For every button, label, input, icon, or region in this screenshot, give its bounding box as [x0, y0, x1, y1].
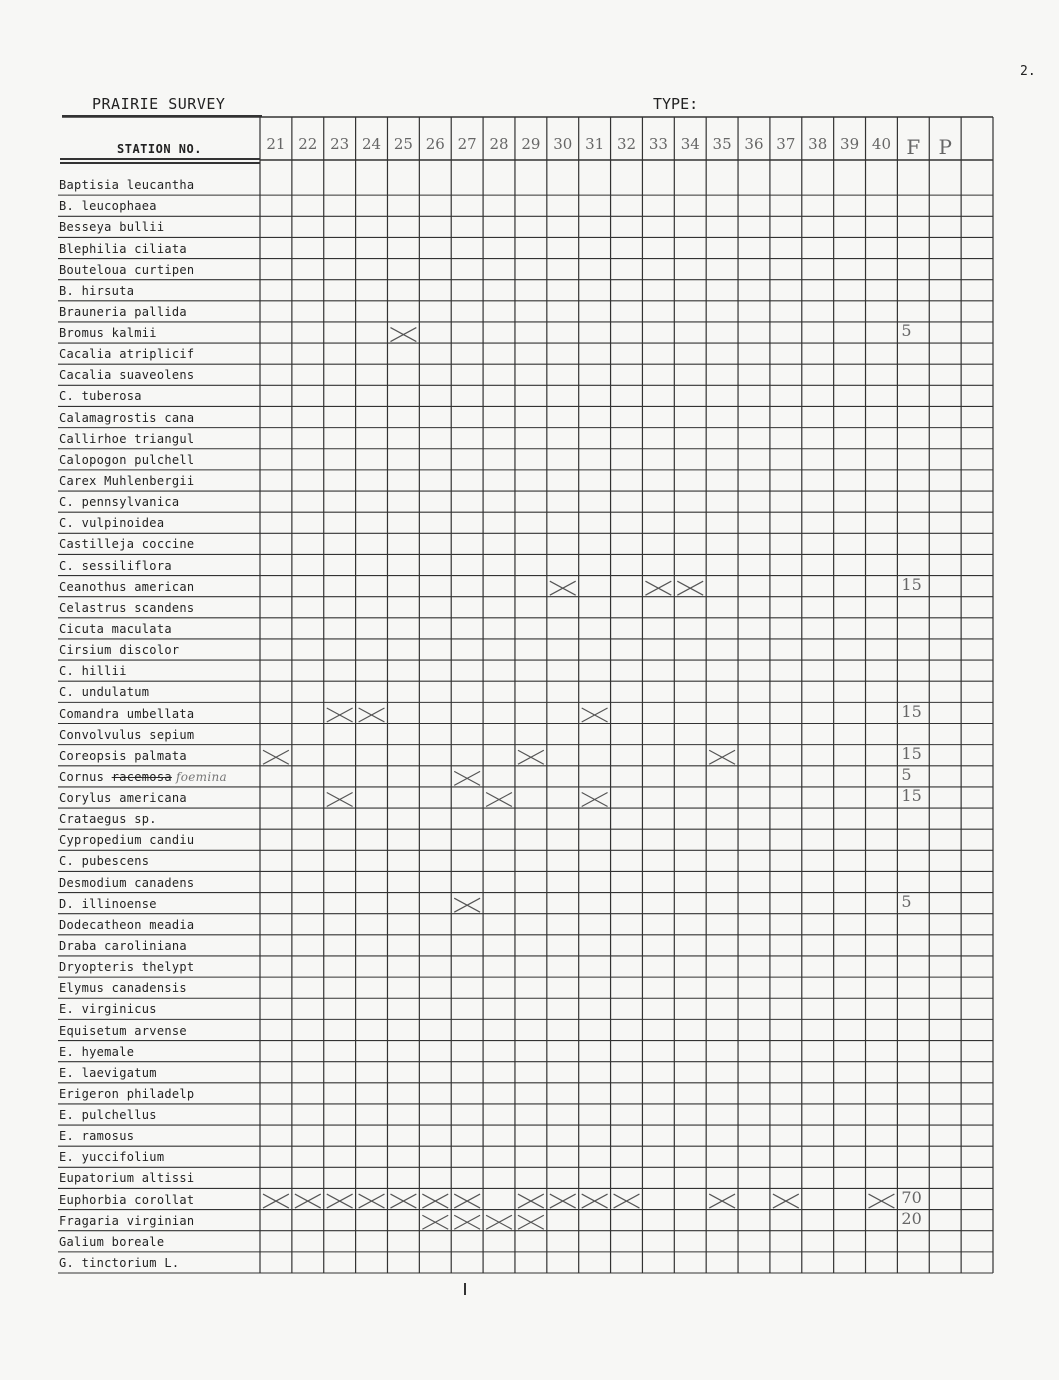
column-header: 22 [298, 135, 318, 153]
species-label: Cypropedium candiu [59, 833, 195, 848]
column-header: F [906, 135, 921, 159]
column-header: 38 [808, 135, 828, 153]
frequency-value: 15 [901, 786, 922, 806]
column-header: 33 [648, 135, 668, 153]
species-label [59, 770, 227, 784]
presence-mark [454, 771, 480, 785]
presence-mark [518, 750, 544, 764]
species-label: E. ramosus [59, 1129, 135, 1144]
species-label: Cacalia suaveolens [59, 368, 195, 383]
species-label: Convolvulus sepium [59, 727, 195, 742]
species-label: Fragaria virginian [59, 1213, 195, 1228]
presence-mark [645, 581, 671, 595]
column-header: 36 [744, 135, 764, 153]
species-label: E. virginicus [59, 1002, 157, 1017]
column-header: 40 [871, 135, 891, 153]
page-number: 2. [1020, 64, 1036, 79]
column-header: 28 [489, 135, 509, 153]
frequency-value: 5 [901, 764, 912, 784]
species-label: C. vulpinoidea [59, 516, 165, 531]
species-label: D. illinoense [59, 896, 157, 911]
bottom-tick-mark [464, 1283, 466, 1295]
species-label: Eupatorium altissi [59, 1171, 195, 1186]
species-label: Blephilia ciliata [59, 241, 187, 256]
frequency-value: 15 [901, 701, 922, 721]
species-label: Besseya bullii [59, 220, 165, 235]
presence-mark [327, 793, 353, 807]
presence-mark [390, 328, 416, 342]
species-label: Dryopteris thelypt [59, 960, 195, 975]
column-header: 25 [393, 135, 413, 153]
column-header: 30 [553, 135, 573, 153]
presence-mark [390, 1194, 416, 1208]
species-label: E. pulchellus [59, 1108, 157, 1123]
presence-mark [422, 1194, 448, 1208]
column-header: 34 [680, 135, 700, 153]
type-label: TYPE: [653, 95, 699, 113]
presence-mark [550, 581, 576, 595]
species-label: C. hillii [59, 664, 127, 679]
frequency-value: 20 [901, 1208, 922, 1228]
species-label: G. tinctorium L. [59, 1256, 180, 1270]
species-label: Equisetum arvense [59, 1023, 187, 1038]
species-label: C. pubescens [59, 854, 150, 869]
handwritten-correction: foemina [171, 769, 227, 784]
species-label: Comandra umbellata [59, 706, 195, 721]
presence-mark [422, 1215, 448, 1229]
species-label: Calamagrostis cana [59, 410, 195, 425]
species-label: Carex Muhlenbergii [59, 474, 195, 489]
species-label: Calopogon pulchell [59, 452, 195, 467]
presence-mark [582, 793, 608, 807]
species-label: E. yuccifolium [59, 1150, 165, 1165]
presence-mark [263, 750, 289, 764]
presence-mark [263, 1194, 289, 1208]
species-label-prefix: Cornus [59, 769, 112, 784]
species-label: Baptisia leucantha [59, 178, 195, 193]
presence-mark [359, 1194, 385, 1208]
species-label: Corylus americana [59, 791, 187, 806]
column-header: 31 [585, 135, 605, 153]
species-label: Brauneria pallida [59, 304, 187, 319]
presence-mark [582, 1194, 608, 1208]
species-label: Elymus canadensis [59, 981, 187, 996]
species-label: E. laevigatum [59, 1065, 157, 1080]
column-header: 21 [266, 135, 286, 153]
presence-mark [486, 1215, 512, 1229]
species-label: Bouteloua curtipen [59, 262, 195, 277]
station-label: STATION NO. [117, 142, 202, 156]
species-label: Castilleja coccine [59, 537, 195, 552]
presence-mark [454, 898, 480, 912]
frequency-value: 5 [901, 891, 912, 911]
column-header: 24 [361, 135, 382, 153]
presence-mark [582, 708, 608, 722]
presence-mark [518, 1215, 544, 1229]
species-label: Cirsium discolor [59, 643, 180, 658]
column-header: 29 [521, 135, 541, 153]
species-label: Cicuta maculata [59, 621, 172, 636]
survey-title: PRAIRIE SURVEY [92, 95, 226, 113]
species-label: Crataegus sp. [59, 812, 157, 827]
species-label: Celastrus scandens [59, 600, 195, 615]
presence-mark [454, 1194, 480, 1208]
presence-mark [486, 793, 512, 807]
species-label: Ceanothus american [59, 579, 195, 594]
presence-mark [327, 708, 353, 722]
species-label: C. sessiliflora [59, 558, 172, 573]
species-label: B. hirsuta [59, 283, 135, 298]
presence-mark [614, 1194, 640, 1208]
species-label: Dodecatheon meadia [59, 917, 195, 932]
presence-mark [709, 1194, 735, 1208]
column-header: 26 [425, 135, 445, 153]
presence-mark [518, 1194, 544, 1208]
presence-mark [295, 1194, 321, 1208]
column-header: 23 [330, 135, 350, 153]
species-label: C. tuberosa [59, 389, 142, 404]
species-label: Erigeron philadelp [59, 1086, 195, 1101]
frequency-value: 15 [901, 574, 922, 594]
presence-mark [454, 1215, 480, 1229]
presence-mark [869, 1194, 895, 1208]
presence-mark [359, 708, 385, 722]
species-label: Coreopsis palmata [59, 748, 187, 763]
frequency-value: 15 [901, 743, 922, 763]
species-label: Callirhoe triangul [59, 431, 195, 446]
species-label: C. pennsylvanica [59, 495, 180, 510]
frequency-value: 70 [901, 1187, 922, 1207]
species-label: Galium boreale [59, 1234, 165, 1249]
presence-mark [677, 581, 703, 595]
column-header: 37 [776, 135, 796, 153]
species-label: Desmodium canadens [59, 875, 195, 890]
presence-mark [327, 1194, 353, 1208]
presence-mark [773, 1194, 799, 1208]
species-label: E. hyemale [59, 1044, 135, 1059]
column-header: 39 [840, 135, 860, 153]
column-header: 32 [616, 135, 637, 153]
column-header: 27 [457, 135, 477, 153]
presence-mark [550, 1194, 576, 1208]
presence-mark [709, 750, 735, 764]
struck-out-text: racemosa [111, 769, 172, 784]
species-label: Euphorbia corollat [59, 1192, 195, 1207]
species-label: B. leucophaea [59, 199, 157, 214]
column-header: P [938, 135, 952, 159]
species-label: Cacalia atriplicif [59, 347, 195, 362]
species-label: C. undulatum [59, 685, 150, 700]
species-label: Draba caroliniana [59, 938, 187, 953]
column-header: 35 [712, 135, 732, 153]
frequency-value: 5 [901, 321, 912, 341]
species-label: Bromus kalmii [59, 326, 157, 341]
